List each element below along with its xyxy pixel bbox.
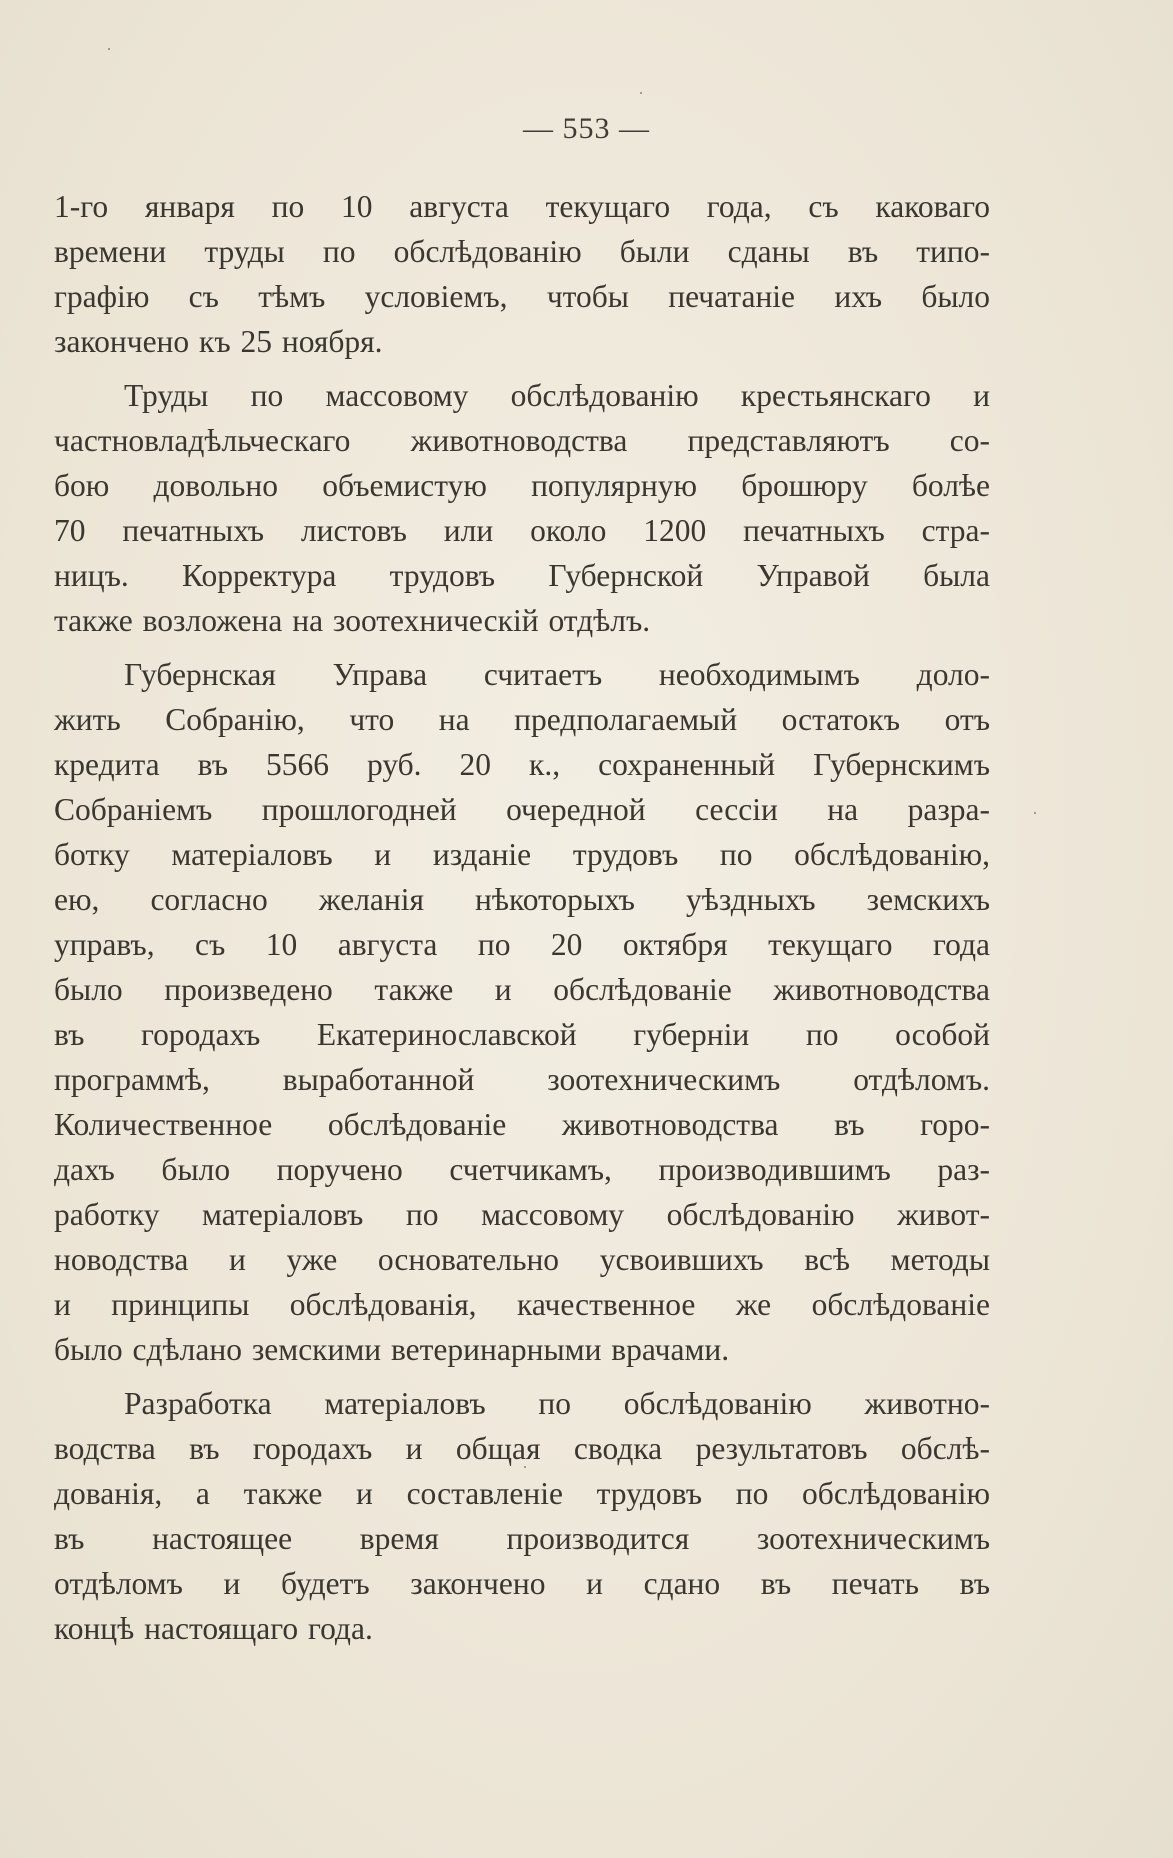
text-line: бою довольно объемистую популярную брошюру болѣе bbox=[54, 468, 990, 503]
text-line: отдѣломъ и будетъ закончено и сдано въ печать въ bbox=[54, 1566, 990, 1601]
text-line: управъ, съ 10 августа по 20 октября текущаго года bbox=[54, 927, 990, 962]
text-line: и принципы обслѣдованія, качественное же обслѣдованіе bbox=[54, 1287, 990, 1322]
text-line: было сдѣлано земскими ветеринарными врачами. bbox=[54, 1332, 730, 1367]
text-line: времени труды по обслѣдованію были сданы въ типо- bbox=[54, 234, 990, 269]
text-line: было произведено также и обслѣдованіе животноводства bbox=[54, 972, 990, 1007]
paper-speck bbox=[108, 48, 110, 50]
paragraph bbox=[54, 373, 990, 643]
text-line: концѣ настоящаго года. bbox=[54, 1611, 373, 1646]
text-line: работку матеріаловъ по массовому обслѣдованію живот- bbox=[54, 1197, 990, 1232]
text-line: новодства и уже основательно усвоившихъ всѣ методы bbox=[54, 1242, 990, 1277]
text-line: также возложена на зоотехническій отдѣлъ. bbox=[54, 603, 651, 638]
text-line: ницъ. Корректура трудовъ Губернской Управой была bbox=[54, 558, 990, 593]
body-text bbox=[54, 184, 990, 1651]
text-line: жить Собранію, что на предполагаемый остатокъ отъ bbox=[54, 702, 990, 737]
text-line: 1-го января по 10 августа текущаго года, съ каковаго bbox=[54, 189, 990, 224]
text-line: дованія, а также и составленіе трудовъ по обслѣдованію bbox=[54, 1476, 990, 1511]
text-line: Труды по массовому обслѣдованію крестьянскаго и bbox=[124, 378, 990, 413]
text-line: ею, согласно желанія нѣкоторыхъ уѣздныхъ земскихъ bbox=[54, 882, 990, 917]
paragraph-gap bbox=[54, 643, 990, 652]
paper-speck bbox=[1034, 812, 1036, 814]
text-line: Количественное обслѣдованіе животноводства въ горо- bbox=[54, 1107, 990, 1142]
text-line: графію съ тѣмъ условіемъ, чтобы печатаніе ихъ было bbox=[54, 279, 990, 314]
text-line: частновладѣльческаго животноводства представляютъ со- bbox=[54, 423, 990, 458]
paper-speck bbox=[524, 1466, 526, 1468]
text-line: программѣ, выработанной зоотехническимъ отдѣломъ. bbox=[54, 1062, 990, 1097]
text-line: дахъ было поручено счетчикамъ, производившимъ раз- bbox=[54, 1152, 990, 1187]
paragraph-gap bbox=[54, 1372, 990, 1381]
text-line: Собраніемъ прошлогодней очередной сессіи на разра- bbox=[54, 792, 990, 827]
text-line: въ городахъ Екатеринославской губерніи по особой bbox=[54, 1017, 990, 1052]
paragraph bbox=[54, 184, 990, 364]
text-line: закончено къ 25 ноября. bbox=[54, 324, 383, 359]
text-line: въ настоящее время производится зоотехническимъ bbox=[54, 1521, 990, 1556]
text-line: ботку матеріаловъ и изданіе трудовъ по обслѣдованію, bbox=[54, 837, 990, 872]
text-line: Губернская Управа считаетъ необходимымъ доло- bbox=[124, 657, 990, 692]
text-line: 70 печатныхъ листовъ или около 1200 печатныхъ стра- bbox=[54, 513, 990, 548]
page-number: — 553 — bbox=[523, 112, 650, 145]
paragraph bbox=[54, 1381, 990, 1651]
paragraph-gap bbox=[54, 364, 990, 373]
paper-speck bbox=[640, 92, 642, 94]
paragraph bbox=[54, 652, 990, 1372]
text-line: водства въ городахъ и общая сводка результатовъ обслѣ- bbox=[54, 1431, 990, 1466]
text-line: Разработка матеріаловъ по обслѣдованію животно- bbox=[124, 1386, 990, 1421]
text-line: кредита въ 5566 руб. 20 к., сохраненный Губернскимъ bbox=[54, 747, 990, 782]
